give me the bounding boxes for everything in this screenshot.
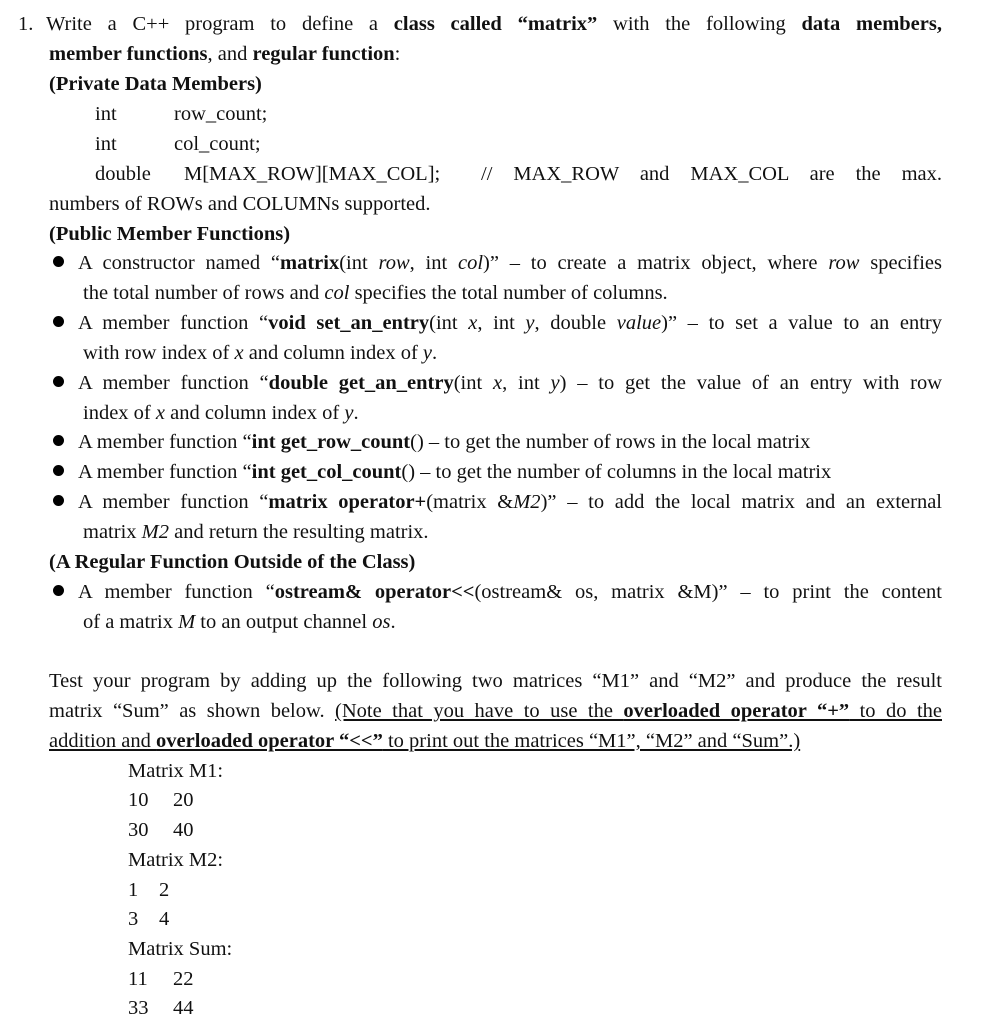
test-note (49, 730, 800, 752)
test-line-1: Test your program by adding up the following two matrices “M1” and “M2” and produce the result (49, 670, 942, 692)
param-col: col (457, 252, 484, 274)
matrix-m2-cell: 2 (159, 879, 170, 901)
item-text: A member function “ (78, 581, 275, 603)
item-text: . (353, 402, 359, 424)
item-text: (int (429, 312, 469, 334)
item-text: , int (409, 252, 458, 274)
param-row: row (378, 252, 410, 274)
param-value: value (616, 312, 662, 334)
matrix-sum-cell: 44 (173, 997, 194, 1019)
item-text: (matrix & (426, 491, 514, 513)
test-note-text: (Note that you have to use the (335, 700, 624, 722)
intro-class-name: class called “matrix” (393, 13, 598, 35)
get-col-count-item (78, 460, 831, 484)
matrix-m1-cell: 40 (173, 819, 194, 841)
param-m2: M2 (513, 491, 541, 513)
set-an-entry-item-cont (83, 341, 437, 365)
matrix-m2-cell: 3 (128, 908, 139, 930)
question-intro-line-1 (46, 12, 942, 36)
param-m: M (178, 611, 196, 633)
operator-output-name: ostream& operator<< (274, 581, 475, 603)
operator-plus-item-cont (83, 520, 429, 544)
item-text: (int (453, 372, 494, 394)
private-heading-text: (Private Data Members) (49, 73, 262, 95)
get-col-count-name: int get_col_count (251, 461, 402, 483)
matrix-m2-label: Matrix M2: (128, 849, 224, 871)
public-heading (49, 222, 290, 246)
item-text: . (390, 611, 396, 633)
item-text: and column index of (243, 342, 423, 364)
matrix-m2-cell: 4 (159, 908, 170, 930)
item-text: A member function “ (78, 312, 269, 334)
bullet-icon (53, 465, 64, 476)
item-text: )” – to add the local matrix and an external (540, 491, 942, 513)
param-x: x (155, 402, 165, 424)
item-text: A member function “ (78, 372, 269, 394)
test-text: matrix “Sum” as shown below. (49, 700, 336, 722)
param-x: x (468, 312, 478, 334)
matrix-m1-cell: 30 (128, 819, 149, 841)
test-line-3 (49, 729, 800, 753)
param-os: os (372, 611, 391, 633)
item-text: . (432, 342, 438, 364)
item-text: () – to get the number of rows in the local matrix (410, 431, 811, 453)
matrix-sum-cell: 22 (173, 968, 194, 990)
matrix-m1-cell: 10 (128, 789, 149, 811)
item-text: , double (534, 312, 617, 334)
param-m2: M2 (141, 521, 169, 543)
test-note-operator-plus: overloaded operator “+” (623, 700, 850, 722)
test-note (335, 700, 942, 722)
operator-output-item (78, 580, 942, 604)
item-text: and column index of (164, 402, 345, 424)
get-row-count-name: int get_row_count (251, 431, 411, 453)
constructor-item-cont (83, 281, 668, 305)
regular-heading (49, 550, 415, 574)
item-text: A member function “ (78, 491, 269, 513)
item-text: )” – to create a matrix object, where (483, 252, 829, 274)
get-row-count-item (78, 430, 810, 454)
item-text: index of (83, 402, 156, 424)
intro-text: , and (207, 43, 253, 65)
matrix-m1-label: Matrix M1: (128, 760, 224, 782)
item-text: to an output channel (195, 611, 373, 633)
bullet-icon (53, 585, 64, 596)
matrix-m1-cell: 20 (173, 789, 194, 811)
row-count-type: int (95, 103, 117, 125)
param-y: y (550, 372, 560, 394)
get-an-entry-item-cont (83, 401, 359, 425)
param-y: y (344, 402, 354, 424)
item-text: specifies (859, 252, 942, 274)
get-an-entry-name: double get_an_entry (268, 372, 454, 394)
set-an-entry-name: void set_an_entry (268, 312, 430, 334)
intro-text: with the following (597, 13, 802, 35)
matrix-sum-label: Matrix Sum: (128, 938, 233, 960)
operator-plus-item (78, 490, 942, 514)
test-line-2 (49, 699, 942, 723)
intro-member-functions: member functions (49, 43, 208, 65)
intro-regular-function: regular function (252, 43, 395, 65)
matrix-sum-cell: 11 (128, 968, 148, 990)
item-text: ) – to get the value of an entry with row (559, 372, 943, 394)
matrix-sum-cell: 33 (128, 997, 149, 1019)
test-note-text: addition and (49, 730, 157, 752)
test-note-text: to print out the matrices “M1”, “M2” and “Sum”.) (382, 730, 801, 752)
item-text: specifies the total number of columns. (349, 282, 668, 304)
item-text: , int (477, 312, 526, 334)
param-y: y (422, 342, 433, 364)
bullet-icon (53, 316, 64, 327)
constructor-item (78, 251, 942, 275)
item-text: )” – to set a value to an entry (661, 312, 943, 334)
set-an-entry-item (78, 311, 942, 335)
param-y: y (525, 312, 535, 334)
item-text: and return the resulting matrix. (168, 521, 429, 543)
matrix-array-comment: // MAX_ROW and MAX_COL are the max. (481, 163, 942, 185)
col-count-type: int (95, 133, 117, 155)
operator-output-item-cont (83, 610, 396, 634)
question-number: 1. (18, 13, 34, 35)
private-heading (49, 72, 262, 96)
test-note-operator-output: overloaded operator “<<” (156, 730, 383, 752)
param-x: x (234, 342, 244, 364)
test-note-text: to do the (849, 700, 942, 722)
matrix-array-comment-cont: numbers of ROWs and COLUMNs supported. (49, 193, 431, 215)
item-text: A constructor named “ (78, 252, 281, 274)
matrix-array-type: double (95, 163, 151, 185)
item-text: , int (502, 372, 551, 394)
bullet-icon (53, 495, 64, 506)
constructor-name: matrix (280, 252, 340, 274)
bullet-icon (53, 376, 64, 387)
item-text: () – to get the number of columns in the local matrix (401, 461, 832, 483)
item-text: (int (339, 252, 379, 274)
item-text: of a matrix (83, 611, 179, 633)
param-row: row (828, 252, 860, 274)
row-count-name: row_count; (174, 103, 268, 125)
bullet-icon (53, 256, 64, 267)
question-intro-line-2 (49, 42, 400, 66)
operator-plus-name: matrix operator+ (268, 491, 427, 513)
item-text: (ostream& os, matrix &M)” – to print the content (474, 581, 942, 603)
item-text: with row index of (83, 342, 235, 364)
param-col: col (324, 282, 350, 304)
item-text: matrix (83, 521, 142, 543)
intro-text: : (394, 43, 401, 65)
intro-text: Write a C++ program to define a (46, 13, 394, 35)
matrix-m2-cell: 1 (128, 879, 139, 901)
item-text: A member function “ (78, 431, 252, 453)
get-an-entry-item (78, 371, 942, 395)
public-heading-text: (Public Member Functions) (49, 223, 291, 245)
param-x: x (493, 372, 503, 394)
bullet-icon (53, 435, 64, 446)
intro-data-members: data members, (801, 13, 942, 35)
item-text: A member function “ (78, 461, 252, 483)
item-text: the total number of rows and (83, 282, 325, 304)
matrix-array-name: M[MAX_ROW][MAX_COL]; (184, 163, 441, 185)
col-count-name: col_count; (174, 133, 261, 155)
regular-heading-text: (A Regular Function Outside of the Class) (49, 551, 416, 573)
